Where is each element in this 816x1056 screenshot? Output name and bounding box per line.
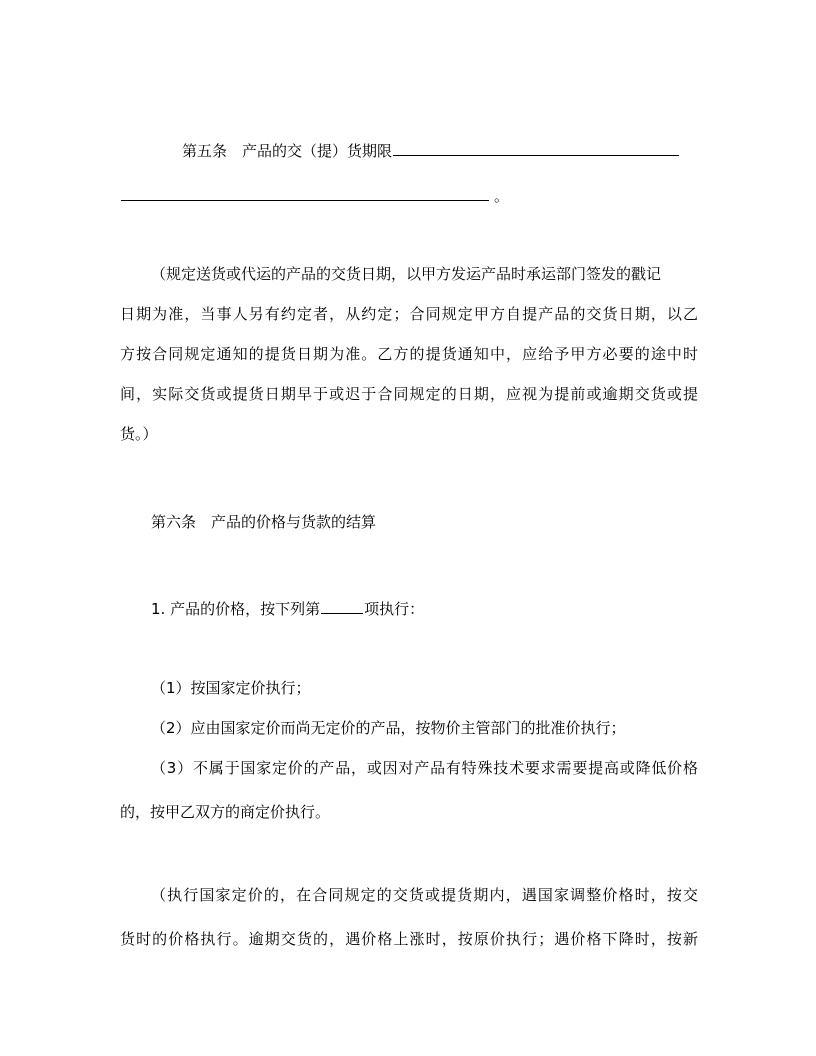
price-option-2: （2）应由国家定价而尚无定价的产品，按物价主管部门的批准价执行； [151, 719, 626, 737]
article5-note-line-3: 方按合同规定通知的提货日期为准。乙方的提货通知中，应给予甲方必要的途中时 [120, 345, 698, 363]
price-item-1-prefix: 1. 产品的价格，按下列第 [151, 600, 321, 618]
delivery-period-blank-1 [393, 139, 679, 156]
article6-title: 第六条 产品的价格与货款的结算 [151, 513, 377, 531]
article5-note-line-4: 间，实际交货或提货日期早于或迟于合同规定的日期，应视为提前或逾期交货或提 [120, 385, 698, 403]
article5-note-line-5: 货。） [120, 425, 158, 443]
article5-heading [182, 139, 680, 161]
price-option-3-line-2: 的，按甲乙双方的商定价执行。 [120, 803, 331, 821]
price-option-blank [321, 597, 363, 614]
price-item-1-suffix: 项执行： [364, 600, 425, 618]
price-option-1: （1）按国家定价执行； [151, 679, 311, 697]
article5-note-line-1: （规定送货或代运的产品的交货日期，以甲方发运产品时承运部门签发的戳记 [151, 265, 662, 283]
article5-end-mark: 。 [494, 187, 510, 205]
price-note-line-2: 货时的价格执行。逾期交货的，遇价格上涨时，按原价执行；遇价格下降时，按新 [120, 930, 698, 948]
article5-note-line-2: 日期为准，当事人另有约定者，从约定；合同规定甲方自提产品的交货日期，以乙 [120, 305, 698, 323]
delivery-period-blank-2 [121, 184, 489, 201]
article5-continuation [120, 184, 509, 206]
price-note-line-1: （执行国家定价的，在合同规定的交货或提货期内，遇国家调整价格时，按交 [151, 886, 698, 904]
price-option-3-line-1: （3）不属于国家定价的产品，或因对产品有特殊技术要求需要提高或降低价格 [151, 759, 698, 777]
article5-title: 第五条 产品的交（提）货期限 [182, 142, 393, 160]
price-item-1 [151, 597, 424, 619]
